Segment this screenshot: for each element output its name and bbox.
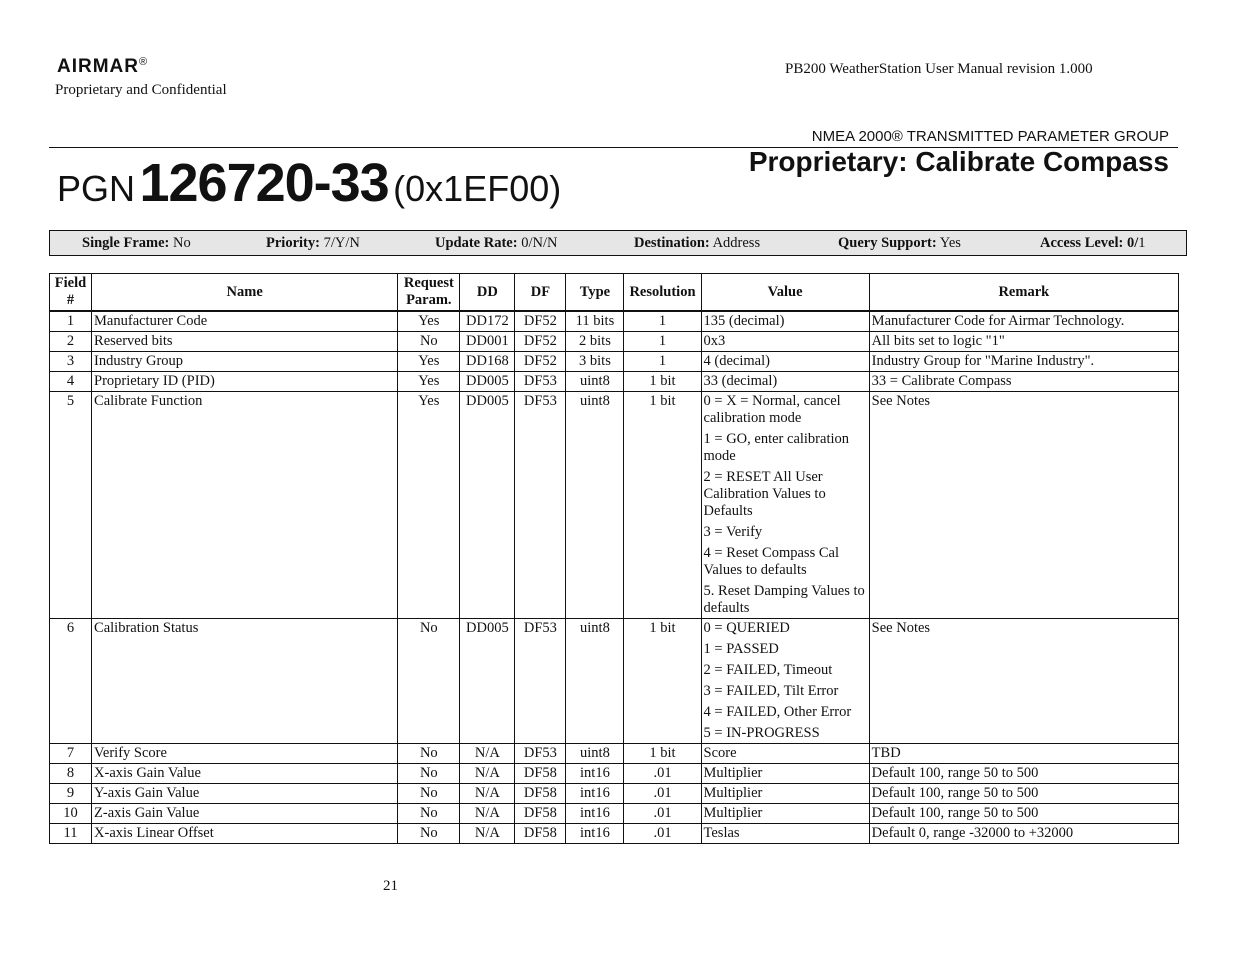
- value-line: 2 = FAILED, Timeout: [703, 662, 833, 678]
- field-cell: 10: [50, 804, 92, 824]
- value-line: Teslas: [703, 825, 740, 841]
- resolution-cell: 1 bit: [624, 744, 701, 764]
- df-cell: DF53: [515, 744, 566, 764]
- df-cell: DF53: [515, 372, 566, 392]
- field-cell: 8: [50, 764, 92, 784]
- value-line: Score: [703, 745, 737, 761]
- name-cell: Industry Group: [92, 352, 398, 372]
- value-line: 4 = FAILED, Other Error: [703, 704, 852, 720]
- dd-cell: N/A: [460, 804, 515, 824]
- type-cell: 2 bits: [566, 332, 624, 352]
- request-cell: No: [398, 744, 460, 764]
- resolution-cell: .01: [624, 764, 701, 784]
- update-rate-info: Update Rate: 0/N/N: [435, 235, 558, 251]
- remark-cell: TBD: [869, 744, 1178, 764]
- value-line: 3 = Verify: [703, 524, 763, 540]
- page-number: 21: [383, 878, 398, 894]
- request-cell: No: [398, 332, 460, 352]
- type-cell: 11 bits: [566, 311, 624, 332]
- column-header-request: Request Param.: [398, 274, 460, 312]
- pgn-hex: (0x1EF00): [393, 168, 562, 209]
- df-cell: DF53: [515, 619, 566, 744]
- parameter-group-label: NMEA 2000® TRANSMITTED PARAMETER GROUP: [811, 128, 1169, 145]
- column-header-type: Type: [566, 274, 624, 312]
- table-row: [50, 804, 1179, 824]
- dd-cell: DD005: [460, 392, 515, 619]
- remark-cell: Default 100, range 50 to 500: [869, 764, 1178, 784]
- name-cell: Proprietary ID (PID): [92, 372, 398, 392]
- value-line: 4 = Reset Compass Cal Values to defaults: [703, 545, 839, 578]
- name-cell: Z-axis Gain Value: [92, 804, 398, 824]
- column-header-dd: DD: [460, 274, 515, 312]
- df-cell: DF58: [515, 784, 566, 804]
- column-header-field: Field #: [50, 274, 92, 312]
- value-cell: [701, 372, 869, 392]
- value-cell: [701, 744, 869, 764]
- manual-title: PB200 WeatherStation User Manual revision 1.000: [785, 61, 1093, 77]
- airmar-logo: [57, 56, 147, 78]
- pgn-heading: [57, 152, 561, 214]
- value-line: Multiplier: [703, 785, 763, 801]
- type-cell: uint8: [566, 619, 624, 744]
- value-cell: [701, 392, 869, 619]
- field-cell: 1: [50, 311, 92, 332]
- value-cell: [701, 619, 869, 744]
- value-line: 1 = PASSED: [703, 641, 779, 657]
- remark-cell: See Notes: [869, 392, 1178, 619]
- table-row: [50, 764, 1179, 784]
- single-frame-info: Single Frame: No: [82, 235, 191, 251]
- field-cell: 6: [50, 619, 92, 744]
- parameter-table: [49, 273, 1179, 844]
- value-line: 33 (decimal): [703, 373, 778, 389]
- resolution-cell: .01: [624, 784, 701, 804]
- brand-name: AIRMAR: [57, 56, 139, 77]
- column-header-name: Name: [92, 274, 398, 312]
- df-cell: DF52: [515, 311, 566, 332]
- field-cell: 2: [50, 332, 92, 352]
- df-cell: DF53: [515, 392, 566, 619]
- destination-info: Destination: Address: [634, 235, 761, 251]
- remark-cell: See Notes: [869, 619, 1178, 744]
- table-row: [50, 332, 1179, 352]
- value-cell: [701, 804, 869, 824]
- resolution-cell: 1: [624, 332, 701, 352]
- remark-cell: Default 100, range 50 to 500: [869, 784, 1178, 804]
- value-line: Multiplier: [703, 805, 763, 821]
- pgn-title: Proprietary: Calibrate Compass: [748, 146, 1169, 177]
- value-line: 135 (decimal): [703, 313, 785, 329]
- request-cell: No: [398, 804, 460, 824]
- type-cell: int16: [566, 804, 624, 824]
- resolution-cell: .01: [624, 804, 701, 824]
- request-cell: Yes: [398, 372, 460, 392]
- dd-cell: DD168: [460, 352, 515, 372]
- resolution-cell: 1 bit: [624, 392, 701, 619]
- dd-cell: N/A: [460, 764, 515, 784]
- value-cell: [701, 352, 869, 372]
- name-cell: Calibration Status: [92, 619, 398, 744]
- value-line: 1 = GO, enter calibration mode: [703, 431, 850, 464]
- type-cell: int16: [566, 784, 624, 804]
- dd-cell: DD172: [460, 311, 515, 332]
- dd-cell: DD001: [460, 332, 515, 352]
- access-level-info: Access Level: 0/1: [1040, 235, 1146, 251]
- type-cell: uint8: [566, 372, 624, 392]
- table-row: [50, 311, 1179, 332]
- dd-cell: N/A: [460, 744, 515, 764]
- table-row: [50, 784, 1179, 804]
- resolution-cell: .01: [624, 824, 701, 844]
- column-header-resolution: Resolution: [624, 274, 701, 312]
- request-cell: No: [398, 784, 460, 804]
- value-line: 0x3: [703, 333, 726, 349]
- dd-cell: N/A: [460, 824, 515, 844]
- field-cell: 5: [50, 392, 92, 619]
- df-cell: DF58: [515, 824, 566, 844]
- value-line: 5 = IN-PROGRESS: [703, 725, 820, 741]
- remark-cell: Default 100, range 50 to 500: [869, 804, 1178, 824]
- name-cell: Verify Score: [92, 744, 398, 764]
- value-line: 0 = QUERIED: [703, 620, 790, 636]
- confidentiality-note: Proprietary and Confidential: [55, 82, 227, 98]
- dd-cell: DD005: [460, 619, 515, 744]
- field-cell: 9: [50, 784, 92, 804]
- name-cell: Calibrate Function: [92, 392, 398, 619]
- df-cell: DF52: [515, 352, 566, 372]
- value-line: 0 = X = Normal, cancel calibration mode: [703, 393, 841, 426]
- dd-cell: N/A: [460, 784, 515, 804]
- pgn-prefix: PGN: [57, 168, 136, 209]
- table-row: [50, 824, 1179, 844]
- query-support-info: Query Support: Yes: [838, 235, 961, 251]
- field-cell: 4: [50, 372, 92, 392]
- field-cell: 3: [50, 352, 92, 372]
- value-cell: [701, 784, 869, 804]
- type-cell: uint8: [566, 392, 624, 619]
- value-cell: [701, 764, 869, 784]
- value-cell: [701, 332, 869, 352]
- remark-cell: Default 0, range -32000 to +32000: [869, 824, 1178, 844]
- type-cell: 3 bits: [566, 352, 624, 372]
- type-cell: int16: [566, 824, 624, 844]
- type-cell: uint8: [566, 744, 624, 764]
- value-line: 4 (decimal): [703, 353, 770, 369]
- value-cell: [701, 311, 869, 332]
- request-cell: Yes: [398, 392, 460, 619]
- type-cell: int16: [566, 764, 624, 784]
- value-line: 3 = FAILED, Tilt Error: [703, 683, 839, 699]
- df-cell: DF52: [515, 332, 566, 352]
- field-cell: 7: [50, 744, 92, 764]
- request-cell: No: [398, 619, 460, 744]
- request-cell: No: [398, 764, 460, 784]
- name-cell: Reserved bits: [92, 332, 398, 352]
- value-line: 5. Reset Damping Values to defaults: [703, 583, 865, 616]
- registered-mark: ®: [139, 56, 148, 68]
- name-cell: X-axis Gain Value: [92, 764, 398, 784]
- resolution-cell: 1 bit: [624, 619, 701, 744]
- remark-cell: Manufacturer Code for Airmar Technology.: [869, 311, 1178, 332]
- value-line: 2 = RESET All User Calibration Values to Defaults: [703, 469, 826, 519]
- resolution-cell: 1: [624, 352, 701, 372]
- column-header-value: Value: [701, 274, 869, 312]
- request-cell: No: [398, 824, 460, 844]
- remark-cell: Industry Group for "Marine Industry".: [869, 352, 1178, 372]
- name-cell: Manufacturer Code: [92, 311, 398, 332]
- name-cell: Y-axis Gain Value: [92, 784, 398, 804]
- dd-cell: DD005: [460, 372, 515, 392]
- resolution-cell: 1 bit: [624, 372, 701, 392]
- resolution-cell: 1: [624, 311, 701, 332]
- field-cell: 11: [50, 824, 92, 844]
- df-cell: DF58: [515, 804, 566, 824]
- table-row: [50, 392, 1179, 619]
- df-cell: DF58: [515, 764, 566, 784]
- priority-info: Priority: 7/Y/N: [266, 235, 360, 251]
- column-header-df: DF: [515, 274, 566, 312]
- table-row: [50, 744, 1179, 764]
- table-row: [50, 352, 1179, 372]
- table-row: [50, 619, 1179, 744]
- request-cell: Yes: [398, 352, 460, 372]
- pgn-info-bar: [49, 230, 1187, 256]
- remark-cell: 33 = Calibrate Compass: [869, 372, 1178, 392]
- table-header-row: [50, 274, 1179, 312]
- value-line: Multiplier: [703, 765, 763, 781]
- remark-cell: All bits set to logic "1": [869, 332, 1178, 352]
- table-row: [50, 372, 1179, 392]
- pgn-number: 126720-33: [139, 153, 389, 213]
- value-cell: [701, 824, 869, 844]
- request-cell: Yes: [398, 311, 460, 332]
- column-header-remark: Remark: [869, 274, 1178, 312]
- name-cell: X-axis Linear Offset: [92, 824, 398, 844]
